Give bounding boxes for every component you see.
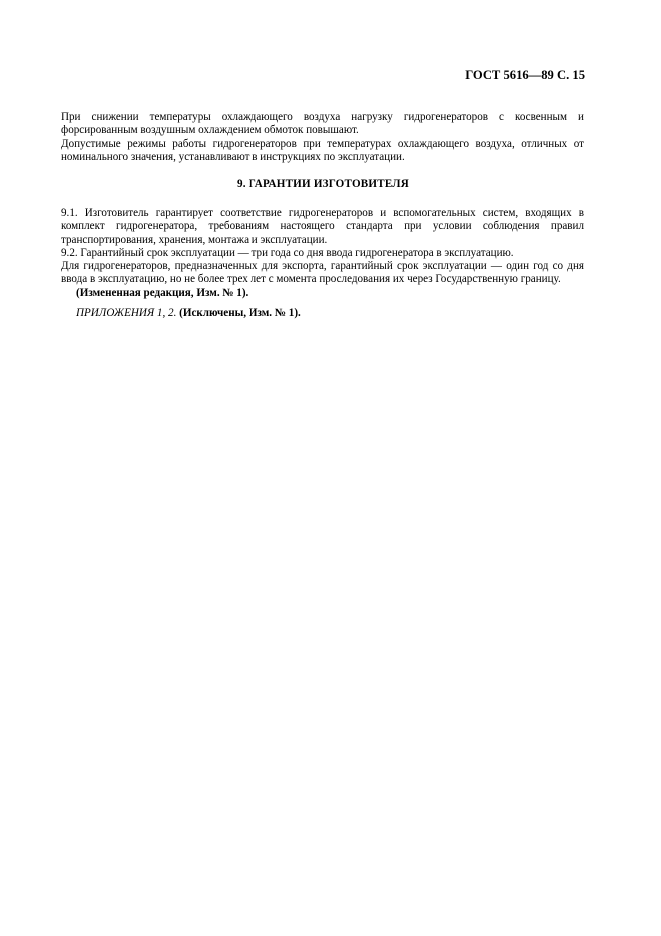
appendix-note <box>62 307 584 320</box>
section-heading: 9. ГАРАНТИИ ИЗГОТОВИТЕЛЯ <box>237 178 409 191</box>
paragraph-permissible-modes-text: Допустимые режимы работы гидрогенераторов при температурах охлаждающего воздуха, отличных от номинального значения, устанавливают в инструкциях по эксплуатации. <box>61 137 584 163</box>
paragraph-export-warranty-text: Для гидрогенераторов, предназначенных для экспорта, гарантийный срок эксплуатации — один год со дня ввода в эксплуатацию, но не более трех лет с момента проследования их через Государственную границу. <box>61 260 584 286</box>
amendment-note <box>62 287 584 300</box>
paragraph-9-1 <box>62 207 584 247</box>
appendix-label: ПРИЛОЖЕНИЯ 1, 2. <box>76 306 177 319</box>
paragraph-9-2-text: 9.2. Гарантийный срок эксплуатации — три года со дня ввода гидрогенератора в эксплуатацию. <box>61 246 514 259</box>
paragraph-cooling-load-text: При снижении температуры охлаждающего воздуха нагрузку гидрогенераторов с косвенным и форсированным воздушным охлаждением обмоток повышают. <box>61 111 584 137</box>
paragraph-cooling-load <box>62 98 584 138</box>
paragraph-permissible-modes <box>62 138 584 164</box>
amendment-note-text: (Измененная редакция, Изм. № 1). <box>76 287 249 300</box>
document-body <box>62 98 584 320</box>
paragraph-9-2 <box>62 247 584 260</box>
paragraph-9-1-text: 9.1. Изготовитель гарантирует соответствие гидрогенераторов и вспомогательных систем, входящих в комплект гидрогенератора, требованиям настоящего стандарта при условии соблюдения правил транспортирования, хранения, монтажа и эксплуатации. <box>61 207 584 246</box>
page-header: ГОСТ 5616—89 С. 15 <box>465 68 585 82</box>
appendix-status: (Исключены, Изм. № 1). <box>179 306 301 319</box>
paragraph-export-warranty <box>62 260 584 286</box>
